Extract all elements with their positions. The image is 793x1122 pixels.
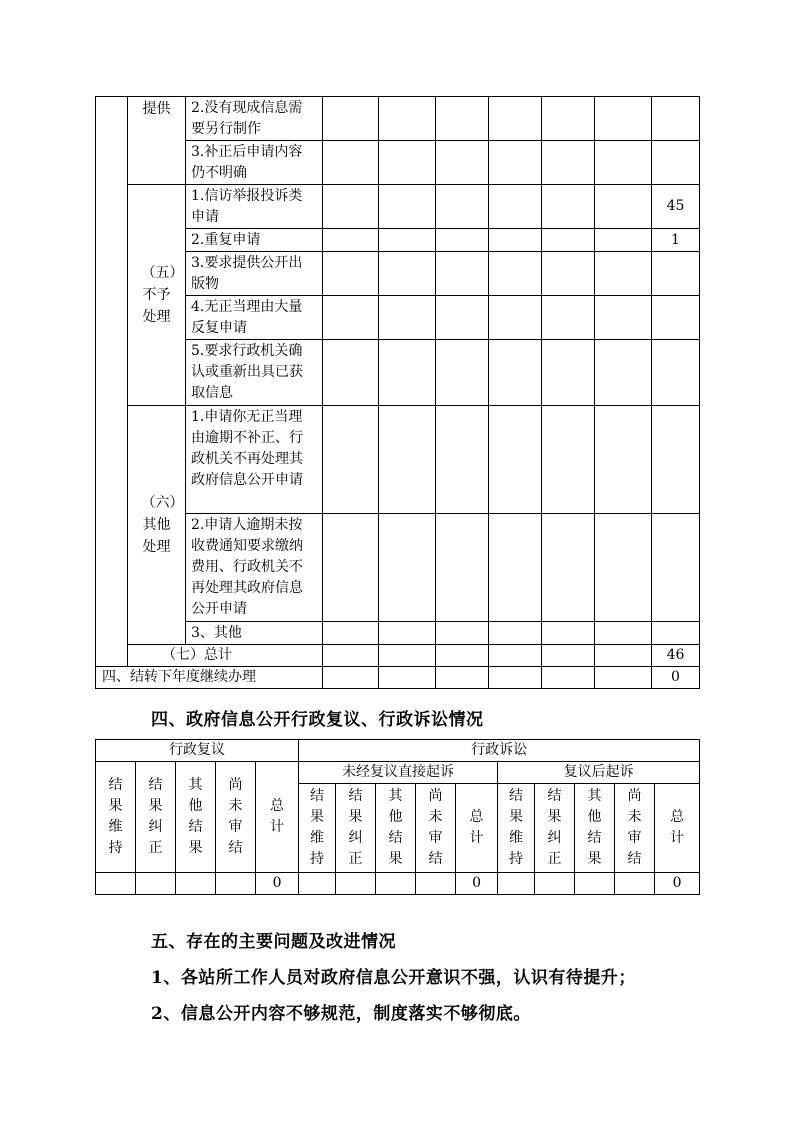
- row-total: [652, 514, 700, 622]
- col-label: 结果纠正: [535, 784, 575, 873]
- col-label: 尚未审结: [416, 784, 456, 873]
- table-row: [96, 340, 700, 406]
- review-value: 0: [256, 873, 299, 895]
- row-total: [652, 340, 700, 406]
- col-label: 其他结果: [575, 784, 615, 873]
- category-cell: （五）不予处理: [128, 185, 186, 406]
- row-label: 2.没有现成信息需要另行制作: [186, 97, 323, 141]
- section4-title: 四、政府信息公开行政复议、行政诉讼情况: [151, 710, 484, 730]
- col-label: 其他结果: [376, 784, 416, 873]
- direct-value: 0: [456, 873, 498, 895]
- after-value: [498, 873, 535, 895]
- direct-value: [376, 873, 416, 895]
- review-value: [176, 873, 216, 895]
- col-label: 总计: [456, 784, 498, 873]
- row-label: 2.申请人逾期未按收费通知要求缴纳费用、行政机关不再处理其政府信息公开申请: [186, 514, 323, 622]
- col-label: 结果维持: [498, 784, 535, 873]
- col-label: 结果纠正: [136, 762, 176, 873]
- issue-item: 2、信息公开内容不够规范，制度落实不够彻底。: [151, 1004, 531, 1024]
- col-label: 总计: [655, 784, 700, 873]
- row-label: 4.无正当理由大量反复申请: [186, 296, 323, 340]
- row-total: [652, 406, 700, 514]
- after-value: [615, 873, 655, 895]
- table-row: [96, 406, 700, 514]
- table-row: [96, 252, 700, 296]
- carryover-total: 0: [652, 667, 700, 689]
- direct-header: 未经复议直接起诉: [299, 762, 498, 784]
- total-row: [96, 645, 700, 667]
- row-total: [652, 252, 700, 296]
- row-label: 5.要求行政机关确认或重新出具已获取信息: [186, 340, 323, 406]
- col-label: 其他结果: [176, 762, 216, 873]
- col-label: 结果维持: [96, 762, 136, 873]
- row-label: 1.信访举报投诉类申请: [186, 185, 323, 229]
- row-label: 3、其他: [186, 622, 323, 645]
- review-header: 行政复议: [96, 740, 299, 762]
- grand-total: 46: [652, 645, 700, 667]
- row-label: 3.要求提供公开出版物: [186, 252, 323, 296]
- values-row: [96, 873, 700, 895]
- direct-value: [299, 873, 336, 895]
- row-total: 45: [652, 185, 700, 229]
- col-label: 尚未审结: [615, 784, 655, 873]
- after-value: [575, 873, 615, 895]
- col-label: 总计: [256, 762, 299, 873]
- after-value: 0: [655, 873, 700, 895]
- outer-category-cell: [96, 97, 128, 667]
- row-label: 1.申请你无正当理由逾期不补正、行政机关不再处理其政府信息公开申请: [186, 406, 323, 514]
- table-row: [96, 622, 700, 645]
- review-litigation-table: [95, 739, 700, 895]
- table-row: [96, 514, 700, 622]
- col-label: 结果纠正: [336, 784, 376, 873]
- table-row: [96, 229, 700, 252]
- review-value: [216, 873, 256, 895]
- review-value: [96, 873, 136, 895]
- issue-item: 1、各站所工作人员对政府信息公开意识不强，认识有待提升；: [151, 968, 636, 988]
- row-label: 2.重复申请: [186, 229, 323, 252]
- row-label: 3.补正后申请内容仍不明确: [186, 141, 323, 185]
- carryover-label: 四、结转下年度继续办理: [96, 667, 323, 689]
- row-total: [652, 622, 700, 645]
- carryover-row: [96, 667, 700, 689]
- handling-table: [95, 96, 700, 689]
- category-cell: （六）其他处理: [128, 406, 186, 645]
- after-value: [535, 873, 575, 895]
- direct-value: [336, 873, 376, 895]
- section5-title: 五、存在的主要问题及改进情况: [151, 932, 396, 952]
- col-label: 尚未审结: [216, 762, 256, 873]
- table-row: [96, 185, 700, 229]
- row-total: [652, 97, 700, 141]
- row-total: [652, 296, 700, 340]
- table-row: [96, 97, 700, 141]
- direct-value: [416, 873, 456, 895]
- litigation-header: 行政诉讼: [299, 740, 700, 762]
- after-header: 复议后起诉: [498, 762, 700, 784]
- total-label: （七）总计: [128, 645, 323, 667]
- review-value: [136, 873, 176, 895]
- table-row: [96, 141, 700, 185]
- col-label: 结果维持: [299, 784, 336, 873]
- table-row: [96, 296, 700, 340]
- row-total: 1: [652, 229, 700, 252]
- row-total: [652, 141, 700, 185]
- category-cell: 提供: [128, 97, 186, 185]
